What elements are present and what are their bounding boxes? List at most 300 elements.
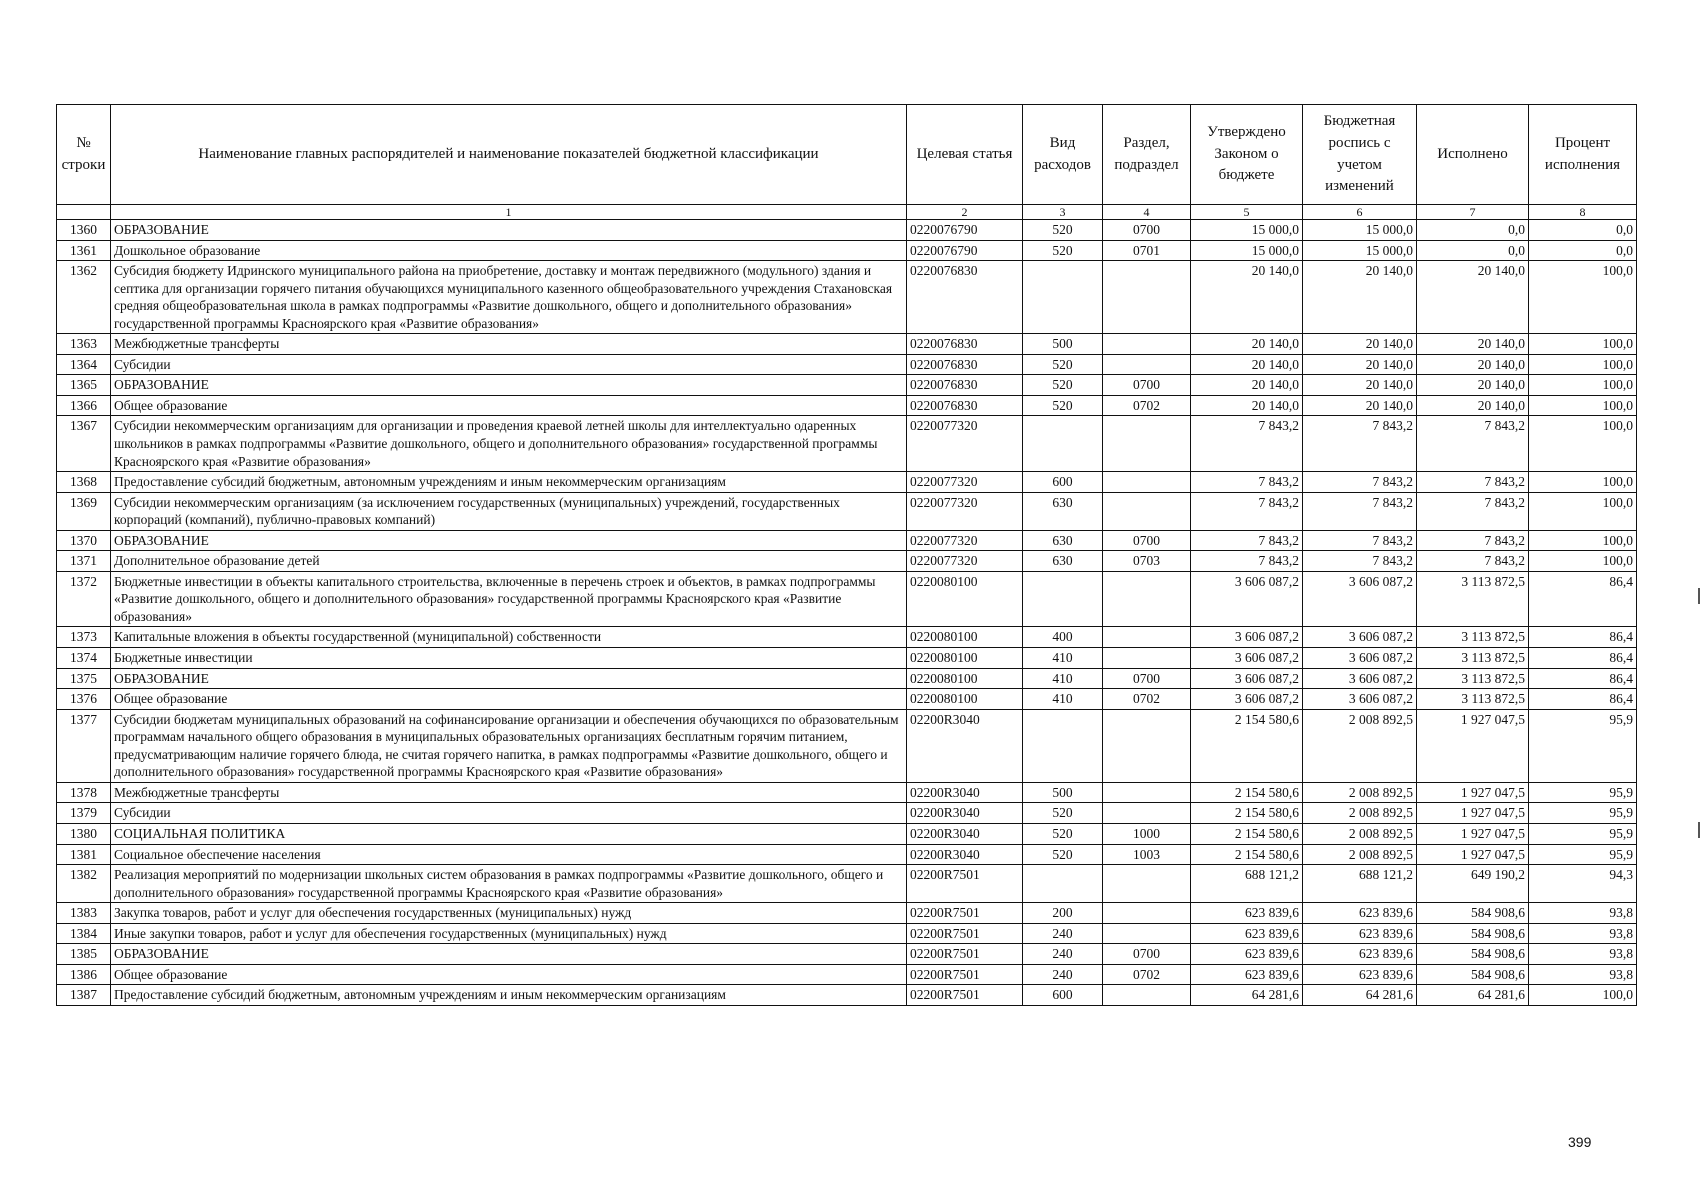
expense-type-cell: 520: [1023, 823, 1103, 844]
row-number-cell: 1382: [57, 865, 111, 903]
table-row: [57, 220, 1637, 241]
table-row: [57, 492, 1637, 530]
section-cell: [1103, 472, 1191, 493]
percent-cell: 100,0: [1529, 375, 1637, 396]
executed-amount-cell: 7 843,2: [1417, 492, 1529, 530]
table-row: [57, 844, 1637, 865]
table-row: [57, 375, 1637, 396]
row-number-cell: 1363: [57, 334, 111, 355]
section-cell: [1103, 416, 1191, 472]
table-row: [57, 354, 1637, 375]
schedule-amount-cell: 20 140,0: [1303, 395, 1417, 416]
section-cell: [1103, 709, 1191, 782]
executed-amount-cell: 7 843,2: [1417, 530, 1529, 551]
executed-amount-cell: 1 927 047,5: [1417, 844, 1529, 865]
percent-cell: 100,0: [1529, 472, 1637, 493]
target-article-cell: 0220077320: [907, 416, 1023, 472]
row-name-cell: Субсидии бюджетам муниципальных образований на софинансирование организации и обеспечения обучающихся по образовательным программам начального общего образования в муниципальных образовательных организациях бесплатным горячим питанием, предусматривающим наличие горячего блюда, не считая горячего напитка, в рамках подпрограммы «Развитие дошкольного, общего и дополнительного образования» государственной программы Красноярского края «Развитие образования»: [111, 709, 907, 782]
approved-amount-cell: 20 140,0: [1191, 395, 1303, 416]
section-cell: [1103, 492, 1191, 530]
row-number-cell: 1368: [57, 472, 111, 493]
schedule-amount-cell: 623 839,6: [1303, 903, 1417, 924]
approved-amount-cell: 2 154 580,6: [1191, 709, 1303, 782]
row-name-cell: Межбюджетные трансферты: [111, 334, 907, 355]
approved-amount-cell: 15 000,0: [1191, 240, 1303, 261]
expense-type-cell: 500: [1023, 334, 1103, 355]
expense-type-cell: 240: [1023, 923, 1103, 944]
percent-cell: 86,4: [1529, 627, 1637, 648]
row-name-cell: Предоставление субсидий бюджетным, автономным учреждениям и иным некоммерческим организациям: [111, 985, 907, 1006]
schedule-amount-cell: 688 121,2: [1303, 865, 1417, 903]
row-number-cell: 1372: [57, 571, 111, 627]
schedule-amount-cell: 7 843,2: [1303, 492, 1417, 530]
row-number-cell: 1378: [57, 782, 111, 803]
row-number-cell: 1371: [57, 551, 111, 572]
approved-amount-cell: 7 843,2: [1191, 551, 1303, 572]
target-article-cell: 02200R7501: [907, 985, 1023, 1006]
percent-cell: 100,0: [1529, 261, 1637, 334]
row-name-cell: Дошкольное образование: [111, 240, 907, 261]
target-article-cell: 02200R7501: [907, 903, 1023, 924]
section-cell: [1103, 903, 1191, 924]
expense-type-cell: 520: [1023, 803, 1103, 824]
table-row: [57, 903, 1637, 924]
expense-type-cell: 410: [1023, 648, 1103, 669]
row-number-cell: 1381: [57, 844, 111, 865]
schedule-amount-cell: 20 140,0: [1303, 334, 1417, 355]
schedule-amount-cell: 3 606 087,2: [1303, 668, 1417, 689]
executed-amount-cell: 3 113 872,5: [1417, 689, 1529, 710]
executed-amount-cell: 584 908,6: [1417, 903, 1529, 924]
expense-type-cell: 500: [1023, 782, 1103, 803]
percent-cell: 100,0: [1529, 492, 1637, 530]
target-article-cell: 0220077320: [907, 492, 1023, 530]
schedule-amount-cell: 2 008 892,5: [1303, 709, 1417, 782]
header-target-article: Целевая статья: [907, 105, 1023, 205]
row-name-cell: ОБРАЗОВАНИЕ: [111, 530, 907, 551]
row-number-cell: 1369: [57, 492, 111, 530]
expense-type-cell: 600: [1023, 472, 1103, 493]
column-number: 5: [1191, 205, 1303, 220]
target-article-cell: 0220077320: [907, 472, 1023, 493]
row-name-cell: Бюджетные инвестиции: [111, 648, 907, 669]
target-article-cell: 0220077320: [907, 551, 1023, 572]
column-number: 7: [1417, 205, 1529, 220]
approved-amount-cell: 3 606 087,2: [1191, 571, 1303, 627]
percent-cell: 86,4: [1529, 689, 1637, 710]
table-row: [57, 261, 1637, 334]
section-cell: 0700: [1103, 944, 1191, 965]
row-number-cell: 1364: [57, 354, 111, 375]
section-cell: 1003: [1103, 844, 1191, 865]
percent-cell: 100,0: [1529, 551, 1637, 572]
schedule-amount-cell: 7 843,2: [1303, 551, 1417, 572]
header-budget-schedule: Бюджетная роспись с учетом изменений: [1303, 105, 1417, 205]
percent-cell: 100,0: [1529, 530, 1637, 551]
percent-cell: 95,9: [1529, 823, 1637, 844]
percent-cell: 100,0: [1529, 354, 1637, 375]
column-number: 4: [1103, 205, 1191, 220]
percent-cell: 95,9: [1529, 782, 1637, 803]
percent-cell: 95,9: [1529, 709, 1637, 782]
approved-amount-cell: 623 839,6: [1191, 923, 1303, 944]
approved-amount-cell: 15 000,0: [1191, 220, 1303, 241]
executed-amount-cell: 649 190,2: [1417, 865, 1529, 903]
approved-amount-cell: 3 606 087,2: [1191, 689, 1303, 710]
executed-amount-cell: 1 927 047,5: [1417, 803, 1529, 824]
row-number-cell: 1362: [57, 261, 111, 334]
table-row: [57, 551, 1637, 572]
row-number-cell: 1383: [57, 903, 111, 924]
schedule-amount-cell: 20 140,0: [1303, 375, 1417, 396]
expense-type-cell: 630: [1023, 530, 1103, 551]
column-number: [57, 205, 111, 220]
section-cell: [1103, 261, 1191, 334]
approved-amount-cell: 20 140,0: [1191, 334, 1303, 355]
percent-cell: 93,8: [1529, 944, 1637, 965]
approved-amount-cell: 2 154 580,6: [1191, 844, 1303, 865]
percent-cell: 0,0: [1529, 240, 1637, 261]
approved-amount-cell: 3 606 087,2: [1191, 648, 1303, 669]
row-name-cell: Капитальные вложения в объекты государственной (муниципальной) собственности: [111, 627, 907, 648]
approved-amount-cell: 20 140,0: [1191, 261, 1303, 334]
section-cell: [1103, 334, 1191, 355]
target-article-cell: 0220080100: [907, 668, 1023, 689]
expense-type-cell: [1023, 571, 1103, 627]
table-row: [57, 416, 1637, 472]
column-number: 8: [1529, 205, 1637, 220]
page-number: 399: [1568, 1134, 1592, 1150]
column-number: 3: [1023, 205, 1103, 220]
row-number-cell: 1361: [57, 240, 111, 261]
expense-type-cell: 200: [1023, 903, 1103, 924]
table-row: [57, 571, 1637, 627]
target-article-cell: 0220080100: [907, 689, 1023, 710]
target-article-cell: 0220076830: [907, 395, 1023, 416]
scan-edge-mark: [1698, 822, 1700, 838]
target-article-cell: 0220076830: [907, 334, 1023, 355]
percent-cell: 93,8: [1529, 903, 1637, 924]
table-row: [57, 964, 1637, 985]
target-article-cell: 02200R7501: [907, 944, 1023, 965]
row-name-cell: Социальное обеспечение населения: [111, 844, 907, 865]
row-name-cell: Субсидии: [111, 803, 907, 824]
row-number-cell: 1373: [57, 627, 111, 648]
table-row: [57, 709, 1637, 782]
expense-type-cell: 520: [1023, 844, 1103, 865]
section-cell: [1103, 648, 1191, 669]
row-name-cell: Субсидии некоммерческим организациям для организации и проведения краевой летней школы для интеллектуально одаренных школьников в рамках подпрограммы «Развитие дошкольного, общего и дополнительного образования» государственной программы Красноярского края «Развитие образования»: [111, 416, 907, 472]
percent-cell: 86,4: [1529, 571, 1637, 627]
row-number-cell: 1367: [57, 416, 111, 472]
table-row: [57, 395, 1637, 416]
budget-execution-table: [56, 104, 1637, 1006]
table-row: [57, 803, 1637, 824]
executed-amount-cell: 20 140,0: [1417, 261, 1529, 334]
section-cell: [1103, 571, 1191, 627]
schedule-amount-cell: 3 606 087,2: [1303, 689, 1417, 710]
table-row: [57, 823, 1637, 844]
approved-amount-cell: 688 121,2: [1191, 865, 1303, 903]
scan-edge-mark: [1698, 588, 1700, 604]
row-name-cell: СОЦИАЛЬНАЯ ПОЛИТИКА: [111, 823, 907, 844]
schedule-amount-cell: 623 839,6: [1303, 964, 1417, 985]
expense-type-cell: 520: [1023, 240, 1103, 261]
schedule-amount-cell: 623 839,6: [1303, 944, 1417, 965]
row-number-cell: 1379: [57, 803, 111, 824]
approved-amount-cell: 3 606 087,2: [1191, 668, 1303, 689]
executed-amount-cell: 3 113 872,5: [1417, 627, 1529, 648]
section-cell: [1103, 865, 1191, 903]
table-row: [57, 985, 1637, 1006]
table-row: [57, 240, 1637, 261]
expense-type-cell: 410: [1023, 689, 1103, 710]
approved-amount-cell: 2 154 580,6: [1191, 823, 1303, 844]
target-article-cell: 0220076790: [907, 220, 1023, 241]
schedule-amount-cell: 7 843,2: [1303, 416, 1417, 472]
section-cell: [1103, 923, 1191, 944]
executed-amount-cell: 1 927 047,5: [1417, 709, 1529, 782]
section-cell: 0703: [1103, 551, 1191, 572]
section-cell: 0702: [1103, 395, 1191, 416]
percent-cell: 86,4: [1529, 668, 1637, 689]
approved-amount-cell: 7 843,2: [1191, 472, 1303, 493]
header-executed: Исполнено: [1417, 105, 1529, 205]
target-article-cell: 0220080100: [907, 571, 1023, 627]
target-article-cell: 02200R7501: [907, 923, 1023, 944]
section-cell: [1103, 782, 1191, 803]
executed-amount-cell: 20 140,0: [1417, 375, 1529, 396]
column-number: 2: [907, 205, 1023, 220]
row-number-cell: 1385: [57, 944, 111, 965]
row-name-cell: ОБРАЗОВАНИЕ: [111, 375, 907, 396]
schedule-amount-cell: 64 281,6: [1303, 985, 1417, 1006]
table-row: [57, 648, 1637, 669]
section-cell: 0700: [1103, 220, 1191, 241]
target-article-cell: 0220076830: [907, 261, 1023, 334]
row-number-cell: 1386: [57, 964, 111, 985]
schedule-amount-cell: 7 843,2: [1303, 530, 1417, 551]
row-number-cell: 1377: [57, 709, 111, 782]
schedule-amount-cell: 2 008 892,5: [1303, 844, 1417, 865]
executed-amount-cell: 0,0: [1417, 240, 1529, 261]
expense-type-cell: [1023, 865, 1103, 903]
column-numbers-row: [57, 205, 1637, 220]
executed-amount-cell: 20 140,0: [1417, 395, 1529, 416]
expense-type-cell: 240: [1023, 944, 1103, 965]
row-name-cell: Субсидии некоммерческим организациям (за исключением государственных (муниципальных) учреждений, государственных корпораций (компаний), публично-правовых компаний): [111, 492, 907, 530]
section-cell: 0702: [1103, 689, 1191, 710]
section-cell: 0701: [1103, 240, 1191, 261]
row-name-cell: ОБРАЗОВАНИЕ: [111, 668, 907, 689]
row-number-cell: 1387: [57, 985, 111, 1006]
executed-amount-cell: 1 927 047,5: [1417, 823, 1529, 844]
header-name: Наименование главных распорядителей и наименование показателей бюджетной классификации: [111, 105, 907, 205]
schedule-amount-cell: 2 008 892,5: [1303, 823, 1417, 844]
table-header-row: [57, 105, 1637, 205]
row-name-cell: ОБРАЗОВАНИЕ: [111, 944, 907, 965]
header-section: Раздел, подраздел: [1103, 105, 1191, 205]
percent-cell: 86,4: [1529, 648, 1637, 669]
expense-type-cell: 520: [1023, 220, 1103, 241]
column-number: 6: [1303, 205, 1417, 220]
approved-amount-cell: 623 839,6: [1191, 903, 1303, 924]
approved-amount-cell: 7 843,2: [1191, 530, 1303, 551]
section-cell: [1103, 627, 1191, 648]
schedule-amount-cell: 15 000,0: [1303, 220, 1417, 241]
table-row: [57, 472, 1637, 493]
row-name-cell: Субсидии: [111, 354, 907, 375]
section-cell: [1103, 985, 1191, 1006]
column-number: 1: [111, 205, 907, 220]
target-article-cell: 0220080100: [907, 627, 1023, 648]
percent-cell: 100,0: [1529, 395, 1637, 416]
section-cell: 0700: [1103, 530, 1191, 551]
expense-type-cell: 400: [1023, 627, 1103, 648]
executed-amount-cell: 64 281,6: [1417, 985, 1529, 1006]
table-row: [57, 782, 1637, 803]
row-name-cell: Реализация мероприятий по модернизации школьных систем образования в рамках подпрограммы «Развитие дошкольного, общего и дополнительного образования» государственной программы Красноярского края «Развитие образования»: [111, 865, 907, 903]
expense-type-cell: 630: [1023, 492, 1103, 530]
expense-type-cell: 410: [1023, 668, 1103, 689]
row-number-cell: 1360: [57, 220, 111, 241]
schedule-amount-cell: 20 140,0: [1303, 354, 1417, 375]
approved-amount-cell: 2 154 580,6: [1191, 803, 1303, 824]
table-body: [57, 220, 1637, 1006]
expense-type-cell: [1023, 416, 1103, 472]
executed-amount-cell: 7 843,2: [1417, 551, 1529, 572]
executed-amount-cell: 584 908,6: [1417, 923, 1529, 944]
table-row: [57, 334, 1637, 355]
section-cell: 0700: [1103, 668, 1191, 689]
percent-cell: 95,9: [1529, 803, 1637, 824]
table-row: [57, 944, 1637, 965]
row-name-cell: Общее образование: [111, 689, 907, 710]
executed-amount-cell: 7 843,2: [1417, 472, 1529, 493]
row-name-cell: Общее образование: [111, 395, 907, 416]
percent-cell: 95,9: [1529, 844, 1637, 865]
row-name-cell: ОБРАЗОВАНИЕ: [111, 220, 907, 241]
percent-cell: 100,0: [1529, 985, 1637, 1006]
executed-amount-cell: 20 140,0: [1417, 334, 1529, 355]
table-row: [57, 689, 1637, 710]
target-article-cell: 0220076830: [907, 354, 1023, 375]
expense-type-cell: 520: [1023, 354, 1103, 375]
target-article-cell: 02200R7501: [907, 964, 1023, 985]
section-cell: [1103, 354, 1191, 375]
table-row: [57, 627, 1637, 648]
approved-amount-cell: 64 281,6: [1191, 985, 1303, 1006]
executed-amount-cell: 1 927 047,5: [1417, 782, 1529, 803]
header-expense-type: Вид расходов: [1023, 105, 1103, 205]
table-row: [57, 530, 1637, 551]
approved-amount-cell: 20 140,0: [1191, 354, 1303, 375]
row-name-cell: Предоставление субсидий бюджетным, автономным учреждениям и иным некоммерческим организациям: [111, 472, 907, 493]
header-percent: Процент исполнения: [1529, 105, 1637, 205]
executed-amount-cell: 584 908,6: [1417, 944, 1529, 965]
row-number-cell: 1375: [57, 668, 111, 689]
header-approved: Утверждено Законом о бюджете: [1191, 105, 1303, 205]
table-row: [57, 865, 1637, 903]
executed-amount-cell: 20 140,0: [1417, 354, 1529, 375]
schedule-amount-cell: 15 000,0: [1303, 240, 1417, 261]
row-name-cell: Дополнительное образование детей: [111, 551, 907, 572]
percent-cell: 100,0: [1529, 334, 1637, 355]
schedule-amount-cell: 3 606 087,2: [1303, 648, 1417, 669]
schedule-amount-cell: 2 008 892,5: [1303, 803, 1417, 824]
target-article-cell: 02200R7501: [907, 865, 1023, 903]
schedule-amount-cell: 2 008 892,5: [1303, 782, 1417, 803]
section-cell: [1103, 803, 1191, 824]
executed-amount-cell: 7 843,2: [1417, 416, 1529, 472]
percent-cell: 94,3: [1529, 865, 1637, 903]
row-name-cell: Иные закупки товаров, работ и услуг для обеспечения государственных (муниципальных) нужд: [111, 923, 907, 944]
executed-amount-cell: 3 113 872,5: [1417, 648, 1529, 669]
schedule-amount-cell: 623 839,6: [1303, 923, 1417, 944]
target-article-cell: 0220076790: [907, 240, 1023, 261]
target-article-cell: 0220076830: [907, 375, 1023, 396]
schedule-amount-cell: 3 606 087,2: [1303, 627, 1417, 648]
target-article-cell: 02200R3040: [907, 709, 1023, 782]
row-number-cell: 1365: [57, 375, 111, 396]
approved-amount-cell: 623 839,6: [1191, 964, 1303, 985]
approved-amount-cell: 20 140,0: [1191, 375, 1303, 396]
row-number-cell: 1380: [57, 823, 111, 844]
row-name-cell: Общее образование: [111, 964, 907, 985]
target-article-cell: 0220077320: [907, 530, 1023, 551]
percent-cell: 0,0: [1529, 220, 1637, 241]
row-name-cell: Субсидия бюджету Идринского муниципального района на приобретение, доставку и монтаж передвижного (модульного) здания и септика для организации горячего питания обучающихся муниципального казенного общеобразовательного учреждения Стахановская средняя общеобразовательная школа в рамках подпрограммы «Развитие дошкольного, общего и дополнительного образования» государственной программы Красноярского края «Развитие образования»: [111, 261, 907, 334]
row-name-cell: Закупка товаров, работ и услуг для обеспечения государственных (муниципальных) нужд: [111, 903, 907, 924]
target-article-cell: 02200R3040: [907, 844, 1023, 865]
executed-amount-cell: 3 113 872,5: [1417, 571, 1529, 627]
percent-cell: 100,0: [1529, 416, 1637, 472]
row-number-cell: 1384: [57, 923, 111, 944]
schedule-amount-cell: 20 140,0: [1303, 261, 1417, 334]
executed-amount-cell: 3 113 872,5: [1417, 668, 1529, 689]
table-row: [57, 668, 1637, 689]
row-number-cell: 1374: [57, 648, 111, 669]
approved-amount-cell: 2 154 580,6: [1191, 782, 1303, 803]
section-cell: 1000: [1103, 823, 1191, 844]
expense-type-cell: [1023, 261, 1103, 334]
approved-amount-cell: 7 843,2: [1191, 416, 1303, 472]
approved-amount-cell: 7 843,2: [1191, 492, 1303, 530]
percent-cell: 93,8: [1529, 923, 1637, 944]
row-number-cell: 1376: [57, 689, 111, 710]
target-article-cell: 02200R3040: [907, 803, 1023, 824]
section-cell: 0702: [1103, 964, 1191, 985]
expense-type-cell: 520: [1023, 395, 1103, 416]
percent-cell: 93,8: [1529, 964, 1637, 985]
expense-type-cell: [1023, 709, 1103, 782]
row-number-cell: 1366: [57, 395, 111, 416]
expense-type-cell: 600: [1023, 985, 1103, 1006]
row-number-cell: 1370: [57, 530, 111, 551]
row-name-cell: Межбюджетные трансферты: [111, 782, 907, 803]
schedule-amount-cell: 7 843,2: [1303, 472, 1417, 493]
schedule-amount-cell: 3 606 087,2: [1303, 571, 1417, 627]
target-article-cell: 0220080100: [907, 648, 1023, 669]
target-article-cell: 02200R3040: [907, 782, 1023, 803]
approved-amount-cell: 623 839,6: [1191, 944, 1303, 965]
section-cell: 0700: [1103, 375, 1191, 396]
target-article-cell: 02200R3040: [907, 823, 1023, 844]
expense-type-cell: 240: [1023, 964, 1103, 985]
executed-amount-cell: 0,0: [1417, 220, 1529, 241]
approved-amount-cell: 3 606 087,2: [1191, 627, 1303, 648]
table-row: [57, 923, 1637, 944]
